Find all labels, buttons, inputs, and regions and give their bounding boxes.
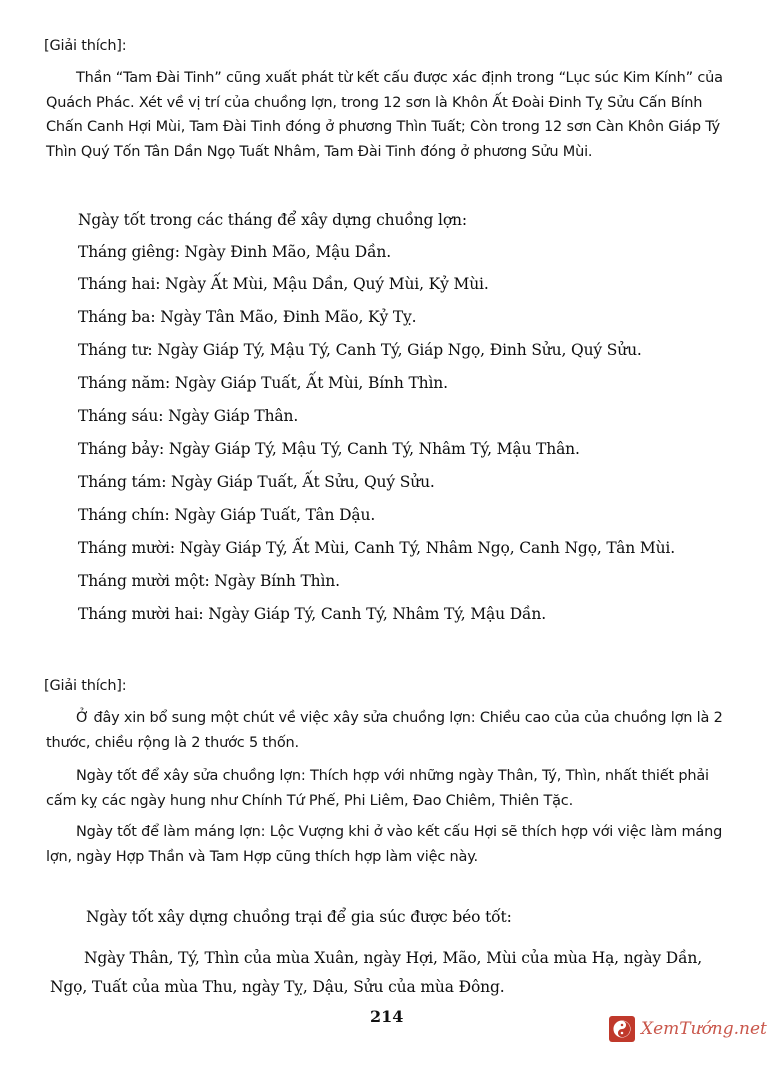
month-line-10: Tháng mười: Ngày Giáp Tý, Ất Mùi, Canh Tý, Nhâm Ngọ, Canh Ngọ, Tân Mùi.	[78, 539, 676, 557]
month-line-7: Tháng bảy: Ngày Giáp Tý, Mậu Tý, Canh Tý, Nhâm Tý, Mậu Thân.	[78, 440, 580, 458]
month-line-11: Tháng mười một: Ngày Bính Thìn.	[78, 572, 340, 590]
good-days-intro: Ngày tốt trong các tháng để xây dựng chuồng lợn:	[78, 211, 467, 229]
explanation-paragraph-1: Thần “Tam Đài Tinh” cũng xuất phát từ kết cấu được xác định trong “Lục súc Kim Kính” của Quách Phác. Xét về vị trí của chuồng lợn, trong 12 sơn là Khôn Ất Đoài Đinh Tỵ Sửu Cấn Bính Chấn Canh Hợi Mùi, Tam Đài Tinh đóng ở phương Thìn Tuất; Còn trong 12 sơn Càn Khôn Giáp Tý Thìn Quý Tốn Tân Dần Ngọ Tuất Nhâm, Tam Đài Tinh đóng ở phương Sửu Mùi.	[46, 70, 723, 160]
month-line-2: Tháng hai: Ngày Ất Mùi, Mậu Dần, Quý Mùi, Kỷ Mùi.	[78, 275, 489, 293]
month-line-9: Tháng chín: Ngày Giáp Tuất, Tân Dậu.	[78, 506, 376, 524]
month-line-1: Tháng giêng: Ngày Đinh Mão, Mậu Dần.	[78, 243, 392, 261]
yin-yang-icon	[609, 1016, 635, 1042]
fattening-body: Ngày Thân, Tý, Thìn của mùa Xuân, ngày Hợi, Mão, Mùi của mùa Hạ, ngày Dần, Ngọ, Tuất của mùa Thu, ngày Tỵ, Dậu, Sửu của mùa Đông.	[50, 949, 703, 996]
fattening-title: Ngày tốt xây dựng chuồng trại để gia súc được béo tốt:	[86, 908, 512, 926]
month-line-6: Tháng sáu: Ngày Giáp Thân.	[78, 407, 299, 425]
explanation-heading-2: [Giải thích]:	[44, 678, 127, 694]
explanation-heading-1: [Giải thích]:	[44, 38, 127, 54]
month-line-12: Tháng mười hai: Ngày Giáp Tý, Canh Tý, Nhâm Tý, Mậu Dần.	[78, 605, 546, 623]
explanation2-paragraph-1: Ở đây xin bổ sung một chút về việc xây sửa chuồng lợn: Chiều cao của của chuồng lợn là 2 thước, chiều rộng là 2 thước 5 thốn.	[46, 710, 723, 751]
watermark-text: XemTướng.net	[641, 1019, 767, 1039]
page-number: 214	[370, 1007, 404, 1026]
month-line-5: Tháng năm: Ngày Giáp Tuất, Ất Mùi, Bính Thìn.	[78, 374, 448, 392]
explanation2-paragraph-2: Ngày tốt để xây sửa chuồng lợn: Thích hợp với những ngày Thân, Tý, Thìn, nhất thiết phải cấm kỵ các ngày hung như Chính Tứ Phế, Phi Liêm, Đao Chiêm, Thiên Tặc.	[46, 768, 709, 809]
explanation2-paragraph-3: Ngày tốt để làm máng lợn: Lộc Vượng khi ở vào kết cấu Hợi sẽ thích hợp với việc làm máng lợn, ngày Hợp Thần và Tam Hợp cũng thích hợp làm việc này.	[46, 824, 723, 865]
month-line-3: Tháng ba: Ngày Tân Mão, Đinh Mão, Kỷ Tỵ.	[78, 308, 417, 326]
month-line-8: Tháng tám: Ngày Giáp Tuất, Ất Sửu, Quý Sửu.	[78, 473, 435, 491]
watermark	[609, 1016, 767, 1042]
month-line-4: Tháng tư: Ngày Giáp Tý, Mậu Tý, Canh Tý, Giáp Ngọ, Đinh Sửu, Quý Sửu.	[78, 341, 642, 359]
